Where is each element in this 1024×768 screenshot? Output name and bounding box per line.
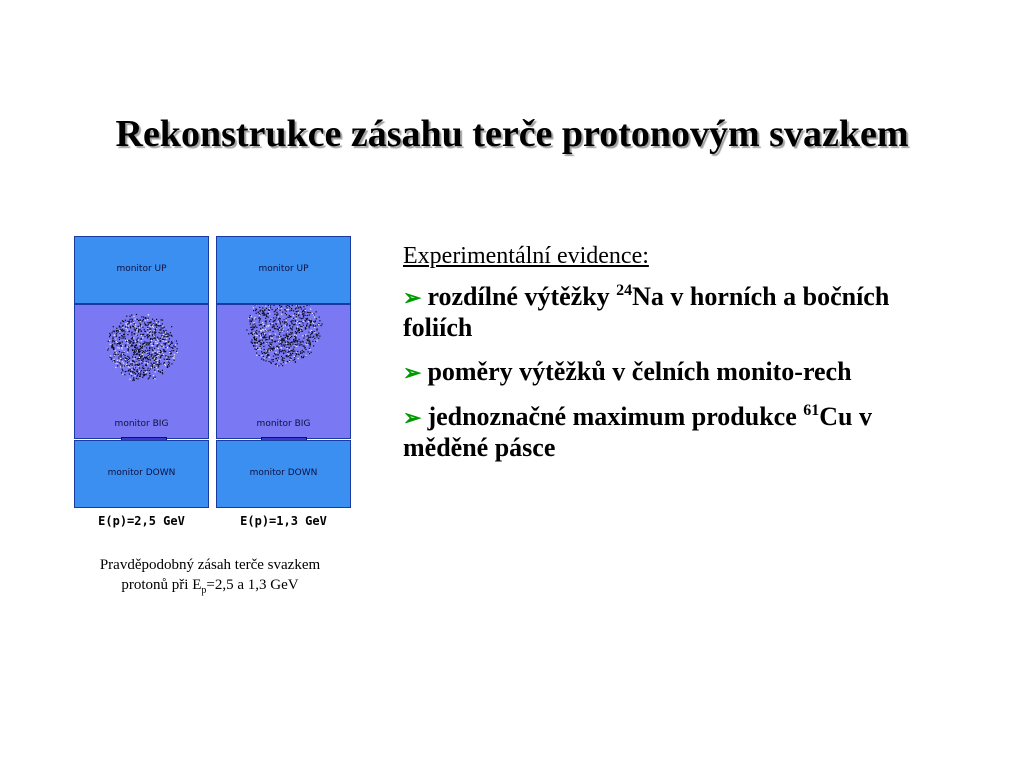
- evidence-text: Cu v měděné pásce: [403, 402, 872, 462]
- evidence-text: jednoznačné maximum produkce: [427, 402, 804, 431]
- monitor-up-label: monitor UP: [116, 264, 167, 274]
- evidence-text: rozdílné výtěžky: [427, 282, 617, 311]
- monitor-big: [74, 304, 209, 439]
- monitor-down-label: monitor DOWN: [249, 468, 318, 478]
- monitor-big-label: monitor BIG: [256, 419, 311, 429]
- monitor-big: [216, 304, 351, 439]
- isotope-mass: 24: [616, 282, 633, 299]
- caption-line2-pre: protonů při E: [121, 577, 202, 593]
- evidence-item: [403, 402, 963, 463]
- arrow-bullet-icon: ➢: [403, 285, 422, 310]
- evidence-heading: Experimentální evidence:: [403, 243, 649, 269]
- monitor-down-label: monitor DOWN: [107, 468, 176, 478]
- arrow-bullet-icon: ➢: [403, 405, 422, 430]
- evidence-item: [403, 282, 963, 343]
- energy-label: E(p)=2,5 GeV: [98, 514, 185, 528]
- isotope-mass: 61: [803, 402, 820, 419]
- evidence-text: poměry výtěžků v čelních monito-rech: [427, 357, 852, 386]
- evidence-text: Na v horních a bočních foliích: [403, 282, 890, 342]
- monitor-down: [216, 440, 351, 508]
- evidence-item: [403, 357, 963, 388]
- monitor-down: [74, 440, 209, 508]
- evidence-section: [403, 243, 963, 477]
- beam-hit-figure: [74, 236, 354, 532]
- energy-label: E(p)=1,3 GeV: [240, 514, 327, 528]
- caption-subscript: p: [201, 585, 207, 596]
- monitor-big-label: monitor BIG: [114, 419, 169, 429]
- figure-caption: [60, 555, 360, 601]
- slide-title: Rekonstrukce zásahu terče protonovým svazkem: [115, 113, 909, 155]
- caption-line1: Pravděpodobný zásah terče svazkem: [99, 557, 321, 573]
- monitor-up: [216, 236, 351, 304]
- monitor-up-label: monitor UP: [258, 264, 309, 274]
- caption-line2-post: =2,5 a 1,3 GeV: [206, 577, 299, 593]
- arrow-bullet-icon: ➢: [403, 360, 422, 385]
- monitor-up: [74, 236, 209, 304]
